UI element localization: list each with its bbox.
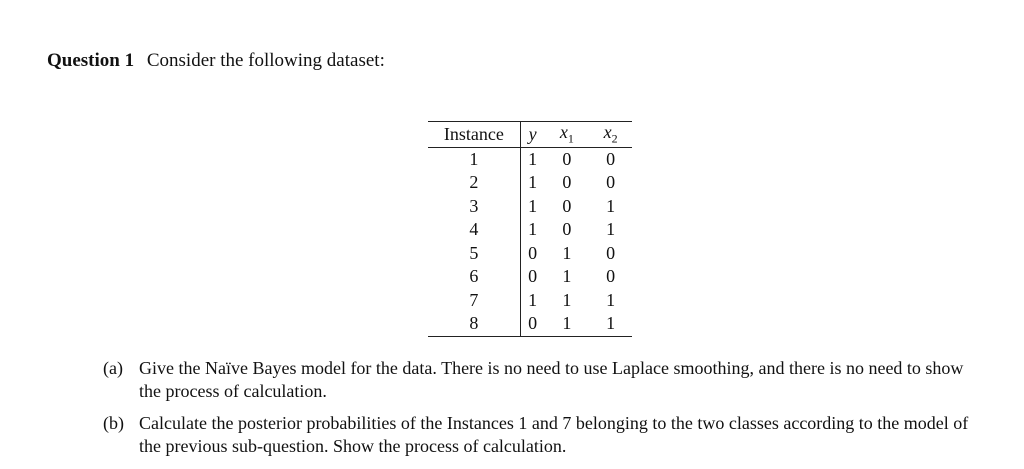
table-row [428, 242, 632, 266]
header-x1-var: x [559, 122, 568, 142]
subquestion-a [103, 357, 983, 403]
cell-instance: 7 [469, 289, 479, 310]
header-instance: Instance [443, 123, 504, 144]
cell-x1: 0 [562, 172, 572, 193]
cell-y: 1 [520, 171, 544, 195]
cell-x1: 1 [562, 289, 572, 310]
table-row [428, 195, 632, 219]
table-row [428, 312, 632, 336]
subquestion-b [103, 412, 983, 458]
table-row [428, 147, 632, 171]
question-header [47, 50, 385, 72]
cell-y: 1 [520, 195, 544, 219]
question-text: Consider the following dataset: [146, 50, 385, 71]
cell-y: 1 [520, 289, 544, 313]
table-row [428, 171, 632, 195]
subquestion-list [103, 357, 983, 467]
cell-x2: 1 [606, 313, 616, 334]
cell-x2: 0 [606, 266, 616, 287]
cell-instance: 5 [469, 242, 479, 263]
table-row [428, 218, 632, 242]
header-x1-subscript: 1 [567, 131, 574, 146]
cell-instance: 1 [469, 148, 479, 169]
cell-x1: 0 [562, 148, 572, 169]
cell-instance: 4 [469, 219, 479, 240]
cell-x2: 1 [606, 195, 616, 216]
subquestion-text: Give the Naïve Bayes model for the data. There is no need to use Laplace smoothing, and there is no need to show the process of calculation. [139, 358, 964, 401]
table-header-row [428, 122, 632, 148]
subquestion-mark: (a) [103, 358, 123, 378]
cell-x1: 1 [562, 242, 572, 263]
dataset-table [428, 121, 632, 337]
cell-y: 1 [520, 147, 544, 171]
header-x2 [589, 122, 632, 148]
cell-x2: 1 [606, 219, 616, 240]
cell-instance: 2 [469, 172, 479, 193]
header-x2-var: x [603, 122, 612, 142]
cell-y: 1 [520, 218, 544, 242]
cell-y: 0 [520, 265, 544, 289]
cell-x2: 0 [606, 172, 616, 193]
cell-instance: 6 [469, 266, 479, 287]
cell-x1: 0 [562, 195, 572, 216]
table-row [428, 265, 632, 289]
cell-instance: 3 [469, 195, 479, 216]
cell-x2: 0 [606, 148, 616, 169]
cell-y: 0 [520, 242, 544, 266]
header-y: y [520, 122, 544, 148]
question-label: Question 1 [47, 50, 135, 71]
cell-y: 0 [520, 312, 544, 336]
cell-instance: 8 [469, 313, 479, 334]
cell-x1: 1 [562, 313, 572, 334]
cell-x2: 0 [606, 242, 616, 263]
table-row [428, 289, 632, 313]
subquestion-mark: (b) [103, 413, 124, 433]
cell-x1: 1 [562, 266, 572, 287]
header-x1 [545, 122, 590, 148]
cell-x2: 1 [606, 289, 616, 310]
cell-x1: 0 [562, 219, 572, 240]
header-x2-subscript: 2 [611, 131, 618, 146]
subquestion-text: Calculate the posterior probabilities of the Instances 1 and 7 belonging to the two classes according to the model of the previous sub-question. Show the process of calculation. [139, 413, 969, 456]
